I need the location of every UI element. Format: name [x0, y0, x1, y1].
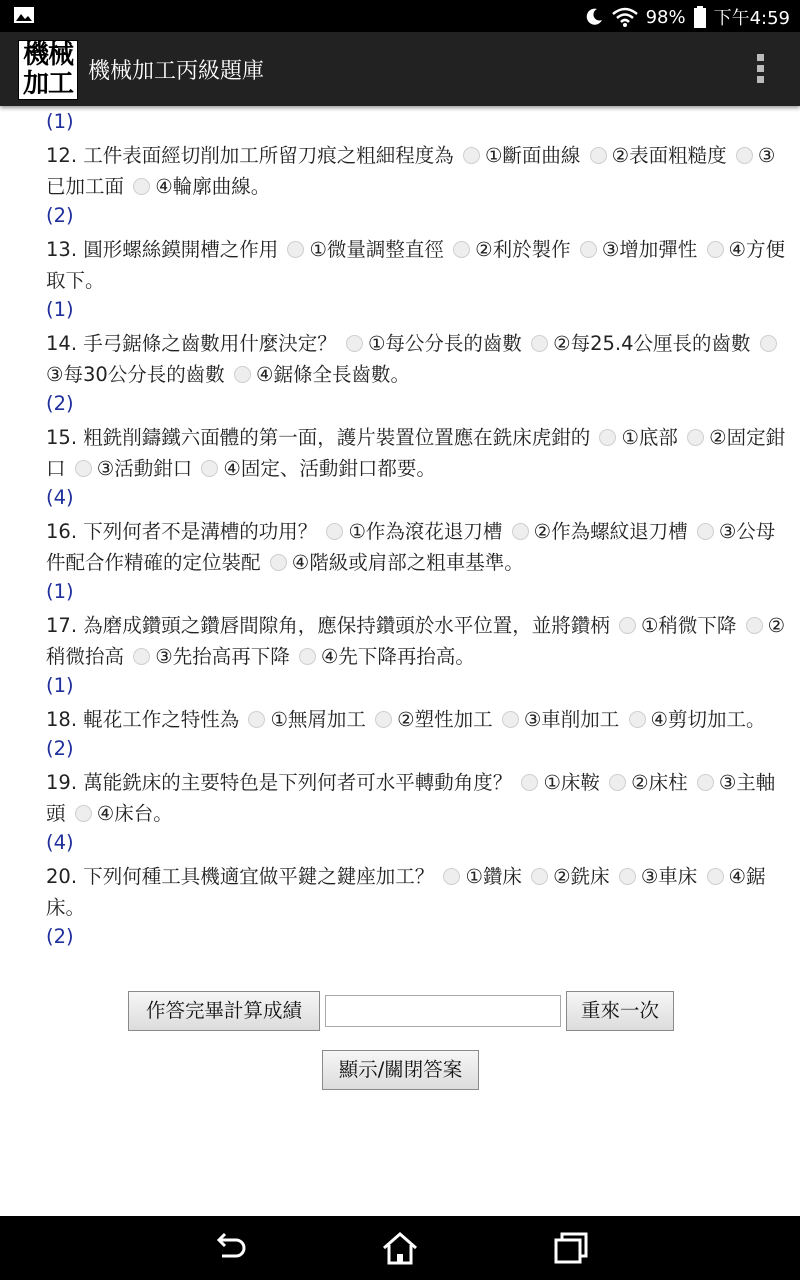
score-field[interactable]	[325, 995, 561, 1027]
option-label[interactable]: ①作為滾花退刀槽	[348, 520, 503, 543]
question-text: 輥花工作之特性為	[83, 708, 240, 731]
radio-option[interactable]	[443, 868, 460, 885]
option-label[interactable]: ②作為螺紋退刀槽	[533, 520, 688, 543]
answer-text: (1)	[46, 110, 74, 133]
question-number: 14.	[46, 332, 78, 355]
answer-text: (4)	[46, 831, 74, 854]
battery-icon	[694, 6, 706, 28]
radio-option[interactable]	[697, 523, 714, 540]
image-icon	[14, 7, 34, 23]
option-label[interactable]: ①底部	[621, 426, 678, 449]
overflow-menu-icon[interactable]	[754, 52, 766, 86]
option-label[interactable]: ③車削加工	[523, 708, 620, 731]
option-label[interactable]: ③增加彈性	[601, 238, 698, 261]
question-item	[46, 610, 791, 672]
answer-text: (1)	[46, 674, 74, 697]
wifi-icon	[612, 7, 638, 27]
option-label[interactable]: ①鑽床	[465, 865, 522, 888]
question-item	[46, 328, 791, 390]
option-label[interactable]: ④輪廓曲線。	[155, 175, 271, 198]
question-text: 下列何種工具機適宜做平鍵之鍵座加工？	[83, 865, 435, 888]
answer-text: (1)	[46, 298, 74, 321]
question-text: 萬能銑床的主要特色是下列何者可水平轉動角度？	[83, 771, 513, 794]
answer-text: (2)	[46, 392, 74, 415]
radio-option[interactable]	[270, 554, 287, 571]
option-label[interactable]: ③公母件配合作精確的定位裝配	[46, 520, 776, 574]
radio-option[interactable]	[599, 429, 616, 446]
option-label[interactable]: ①微量調整直徑	[309, 238, 444, 261]
radio-option[interactable]	[609, 774, 626, 791]
radio-option[interactable]	[760, 335, 777, 352]
radio-option[interactable]	[619, 868, 636, 885]
option-label[interactable]: ③每30公分長的齒數	[46, 363, 225, 386]
question-number: 15.	[46, 426, 78, 449]
option-label[interactable]: ②每25.4公厘長的齒數	[553, 332, 751, 355]
question-number: 20.	[46, 865, 78, 888]
answer-text: (2)	[46, 204, 74, 227]
radio-option[interactable]	[248, 711, 265, 728]
navigation-bar	[0, 1216, 800, 1280]
question-number: 13.	[46, 238, 78, 261]
toggle-answers-button[interactable]: 顯示/關閉答案	[322, 1050, 479, 1090]
option-label[interactable]: ②塑性加工	[397, 708, 493, 731]
question-item	[46, 516, 791, 578]
app-title: 機械加工丙級題庫	[88, 59, 265, 84]
radio-option[interactable]	[590, 147, 607, 164]
option-label[interactable]: ③活動鉗口	[96, 457, 193, 480]
option-label[interactable]: ③主軸頭	[46, 771, 776, 825]
question-item	[46, 422, 791, 484]
question-text: 手弓鋸條之齒數用什麼決定？	[83, 332, 337, 355]
app-logo: 機械 加工	[18, 40, 78, 100]
radio-option[interactable]	[299, 648, 316, 665]
option-label[interactable]: ④先下降再抬高。	[320, 645, 475, 668]
radio-option[interactable]	[687, 429, 704, 446]
question-text: 下列何者不是溝槽的功用？	[83, 520, 318, 543]
radio-option[interactable]	[521, 774, 538, 791]
quiz-content[interactable]	[0, 106, 800, 1216]
question-number: 17.	[46, 614, 78, 637]
question-item	[46, 140, 791, 202]
calculate-score-button[interactable]: 作答完畢計算成績	[128, 991, 320, 1031]
question-list	[46, 92, 791, 955]
option-label[interactable]: ④階級或肩部之粗車基準。	[291, 551, 524, 574]
answer-text: (4)	[46, 486, 74, 509]
option-label[interactable]: ①每公分長的齒數	[367, 332, 522, 355]
option-label[interactable]: ②利於製作	[475, 238, 571, 261]
status-bar	[0, 0, 800, 32]
radio-option[interactable]	[453, 241, 470, 258]
radio-option[interactable]	[531, 335, 548, 352]
radio-option[interactable]	[697, 774, 714, 791]
option-label[interactable]: ②銑床	[553, 865, 610, 888]
retry-button[interactable]: 重來一次	[566, 991, 674, 1031]
option-label[interactable]: ③已加工面	[46, 144, 776, 198]
question-item	[46, 704, 791, 735]
radio-option[interactable]	[736, 147, 753, 164]
option-label[interactable]: ③車床	[640, 865, 698, 888]
home-icon[interactable]	[380, 1230, 420, 1266]
radio-option[interactable]	[580, 241, 597, 258]
option-label[interactable]: ③先抬高再下降	[155, 645, 290, 668]
radio-option[interactable]	[531, 868, 548, 885]
radio-option[interactable]	[512, 523, 529, 540]
radio-option[interactable]	[463, 147, 480, 164]
question-item	[46, 861, 791, 923]
recent-apps-icon[interactable]	[552, 1230, 592, 1266]
question-text: 工件表面經切削加工所留刀痕之粗細程度為	[83, 144, 454, 167]
clock: 下午4:59	[713, 8, 790, 29]
option-label[interactable]: ②稍微抬高	[46, 614, 786, 668]
radio-option[interactable]	[707, 241, 724, 258]
option-label[interactable]: ①稍微下降	[640, 614, 737, 637]
battery-percent: 98%	[645, 6, 686, 28]
question-item	[46, 767, 791, 829]
option-label[interactable]: ①床鞍	[543, 771, 600, 794]
question-number: 12.	[46, 144, 78, 167]
answer-text: (1)	[46, 580, 74, 603]
option-label[interactable]: ②固定鉗口	[46, 426, 786, 480]
question-number: 16.	[46, 520, 78, 543]
radio-option[interactable]	[75, 805, 92, 822]
back-icon[interactable]	[210, 1230, 250, 1266]
moon-icon	[584, 7, 604, 27]
question-text: 為磨成鑽頭之鑽唇間隙角，應保持鑽頭於水平位置，並將鑽柄	[83, 614, 610, 637]
option-label[interactable]: ④鋸床。	[46, 865, 766, 919]
option-label[interactable]: ②表面粗糙度	[611, 144, 727, 167]
answer-text: (2)	[46, 925, 74, 948]
radio-option[interactable]	[502, 711, 519, 728]
option-label[interactable]: ④方便取下。	[46, 238, 785, 292]
option-label[interactable]: ①無屑加工	[270, 708, 366, 731]
answer-text: (2)	[46, 737, 74, 760]
question-number: 18.	[46, 708, 78, 731]
option-label[interactable]: ①斷面曲線	[484, 144, 581, 167]
radio-option[interactable]	[326, 523, 343, 540]
radio-option[interactable]	[133, 648, 150, 665]
question-number: 19.	[46, 771, 78, 794]
radio-option[interactable]	[234, 366, 251, 383]
question-item	[46, 234, 791, 296]
radio-option[interactable]	[619, 617, 636, 634]
radio-option[interactable]	[375, 711, 392, 728]
radio-option[interactable]	[287, 241, 304, 258]
option-label[interactable]: ④鋸條全長齒數。	[256, 363, 410, 386]
radio-option[interactable]	[346, 335, 363, 352]
option-label[interactable]: ④床台。	[96, 802, 173, 825]
app-bar	[0, 32, 800, 106]
radio-option[interactable]	[75, 460, 92, 477]
score-controls	[0, 988, 800, 1030]
radio-option[interactable]	[201, 460, 218, 477]
question-text: 圓形螺絲鏌開槽之作用	[83, 238, 279, 261]
radio-option[interactable]	[629, 711, 646, 728]
option-label[interactable]: ④固定、活動鉗口都要。	[223, 457, 436, 480]
radio-option[interactable]	[707, 868, 724, 885]
radio-option[interactable]	[133, 178, 150, 195]
option-label[interactable]: ②床柱	[631, 771, 688, 794]
radio-option[interactable]	[746, 617, 763, 634]
question-text: 粗銑削鑄鐵六面體的第一面，護片裝置位置應在銑床虎鉗的	[83, 426, 591, 449]
option-label[interactable]: ④剪切加工。	[650, 708, 766, 731]
